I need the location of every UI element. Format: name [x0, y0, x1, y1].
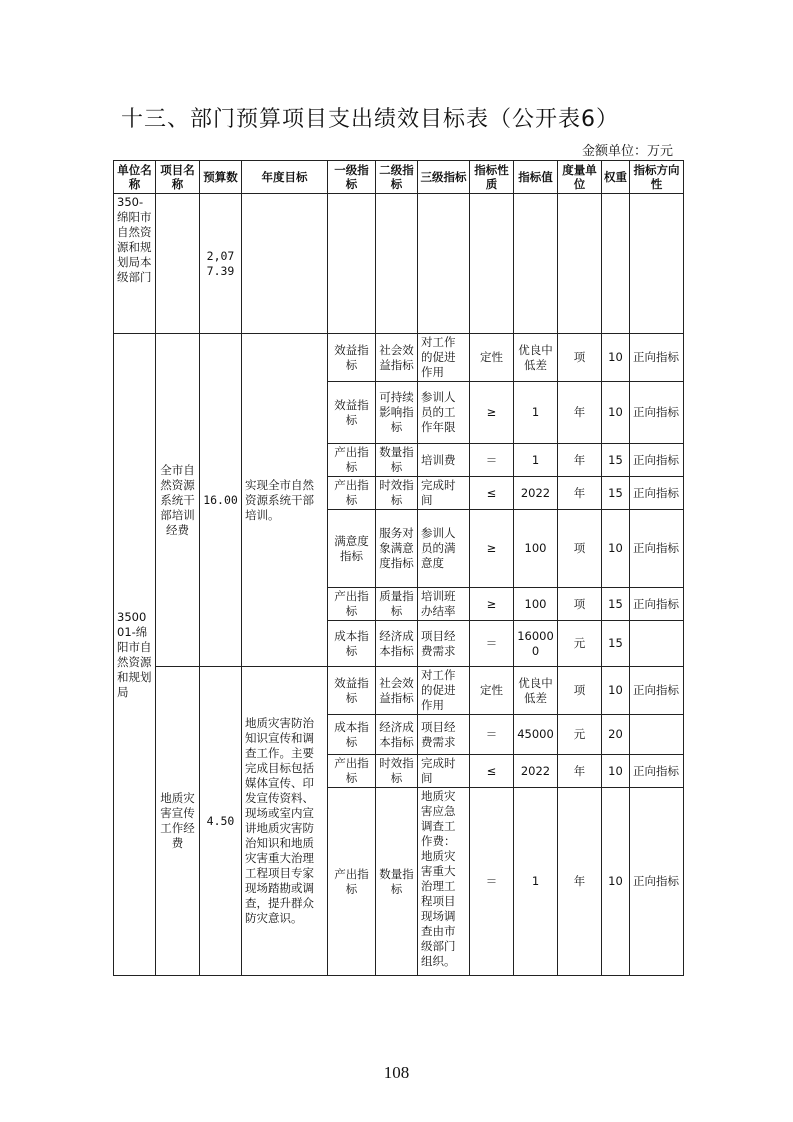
- measure-unit-cell: 年: [558, 382, 602, 444]
- indicator-value-cell: 1: [514, 444, 558, 477]
- weight-cell: 10: [602, 334, 630, 382]
- indicator-nature-cell: ≥: [470, 510, 514, 588]
- level1-indicator-cell: 产出指标: [328, 477, 376, 510]
- header-cell: 预算数: [200, 161, 242, 194]
- project-budget-cell: 4.50: [200, 667, 242, 976]
- unit-summary-row: [114, 194, 684, 334]
- weight-cell: 15: [602, 588, 630, 621]
- level2-indicator-cell: 数量指标: [376, 788, 418, 976]
- indicator-value-cell: 优良中低差: [514, 334, 558, 382]
- project-goal-cell: 实现全市自然资源系统干部培训。: [242, 334, 328, 667]
- weight-cell: 15: [602, 477, 630, 510]
- indicator-nature-cell: ≤: [470, 477, 514, 510]
- level1-indicator-cell: 产出指标: [328, 788, 376, 976]
- header-cell: 年度目标: [242, 161, 328, 194]
- measure-unit-cell: 年: [558, 755, 602, 788]
- level2-indicator-cell: 数量指标: [376, 444, 418, 477]
- measure-unit-cell: 项: [558, 667, 602, 715]
- header-cell: 项目名称: [156, 161, 200, 194]
- level2-indicator-cell: 服务对象满意度指标: [376, 510, 418, 588]
- level2-indicator-cell: 社会效益指标: [376, 667, 418, 715]
- level2-indicator-cell: 经济成本指标: [376, 715, 418, 755]
- empty-cell: [602, 194, 630, 334]
- indicator-value-cell: 2022: [514, 477, 558, 510]
- indicator-nature-cell: ＝: [470, 444, 514, 477]
- header-cell: 单位名称: [114, 161, 156, 194]
- level2-indicator-cell: 时效指标: [376, 755, 418, 788]
- header-cell: 度量单位: [558, 161, 602, 194]
- weight-cell: 10: [602, 510, 630, 588]
- empty-cell: [156, 194, 200, 334]
- indicator-value-cell: 100: [514, 510, 558, 588]
- level1-indicator-cell: 成本指标: [328, 621, 376, 667]
- org-name-cell: 350001-绵阳市自然资源和规划局: [114, 334, 156, 976]
- measure-unit-cell: 年: [558, 788, 602, 976]
- performance-table: [113, 160, 684, 976]
- indicator-nature-cell: ＝: [470, 621, 514, 667]
- level3-indicator-cell: 参训人员的满意度: [418, 510, 470, 588]
- level1-indicator-cell: 满意度指标: [328, 510, 376, 588]
- weight-cell: 10: [602, 382, 630, 444]
- empty-cell: [242, 194, 328, 334]
- level1-indicator-cell: 产出指标: [328, 588, 376, 621]
- project-name-cell: 全市自然资源系统干部培训经费: [156, 334, 200, 667]
- level3-indicator-cell: 培训费: [418, 444, 470, 477]
- level3-indicator-cell: 地质灾害应急调查工作费：地质灾害重大治理工程项目现场调查由市级部门组织。: [418, 788, 470, 976]
- project-goal-cell: 地质灾害防治知识宣传和调查工作。主要完成目标包括媒体宣传、印发宣传资料、现场或室内宣讲地质灾害防治知识和地质灾害重大治理工程项目专家现场踏勘或调查，提升群众防灾意识。: [242, 667, 328, 976]
- indicator-direction-cell: 正向指标: [630, 444, 684, 477]
- measure-unit-cell: 年: [558, 444, 602, 477]
- header-cell: 指标性质: [470, 161, 514, 194]
- empty-cell: [514, 194, 558, 334]
- measure-unit-cell: 项: [558, 334, 602, 382]
- indicator-direction-cell: 正向指标: [630, 382, 684, 444]
- table-row: [114, 667, 684, 715]
- level3-indicator-cell: 对工作的促进作用: [418, 667, 470, 715]
- header-row: [114, 161, 684, 194]
- level1-indicator-cell: 成本指标: [328, 715, 376, 755]
- page-number: 108: [383, 1063, 410, 1082]
- indicator-direction-cell: 正向指标: [630, 334, 684, 382]
- level1-indicator-cell: 效益指标: [328, 382, 376, 444]
- indicator-value-cell: 2022: [514, 755, 558, 788]
- indicator-nature-cell: ≤: [470, 755, 514, 788]
- level2-indicator-cell: 时效指标: [376, 477, 418, 510]
- indicator-direction-cell: 正向指标: [630, 667, 684, 715]
- header-cell: 权重: [602, 161, 630, 194]
- indicator-direction-cell: 正向指标: [630, 588, 684, 621]
- level1-indicator-cell: 效益指标: [328, 334, 376, 382]
- indicator-value-cell: 1: [514, 788, 558, 976]
- measure-unit-cell: 元: [558, 621, 602, 667]
- measure-unit-cell: 项: [558, 588, 602, 621]
- empty-cell: [376, 194, 418, 334]
- indicator-direction-cell: 正向指标: [630, 477, 684, 510]
- header-cell: 二级指标: [376, 161, 418, 194]
- header-cell: 三级指标: [418, 161, 470, 194]
- level3-indicator-cell: 完成时间: [418, 755, 470, 788]
- indicator-value-cell: 160000: [514, 621, 558, 667]
- level3-indicator-cell: 参训人员的工作年限: [418, 382, 470, 444]
- table-row: [114, 334, 684, 382]
- empty-cell: [470, 194, 514, 334]
- level2-indicator-cell: 质量指标: [376, 588, 418, 621]
- level1-indicator-cell: 效益指标: [328, 667, 376, 715]
- weight-cell: 15: [602, 444, 630, 477]
- indicator-direction-cell: 正向指标: [630, 788, 684, 976]
- empty-cell: [328, 194, 376, 334]
- indicator-nature-cell: ＝: [470, 788, 514, 976]
- indicator-nature-cell: 定性: [470, 334, 514, 382]
- indicator-direction-cell: 正向指标: [630, 510, 684, 588]
- level2-indicator-cell: 社会效益指标: [376, 334, 418, 382]
- empty-cell: [630, 194, 684, 334]
- project-name-cell: 地质灾害宣传工作经费: [156, 667, 200, 976]
- indicator-nature-cell: ≥: [470, 382, 514, 444]
- indicator-value-cell: 优良中低差: [514, 667, 558, 715]
- unit-name-cell: 350-绵阳市自然资源和规划局本级部门: [114, 194, 156, 334]
- indicator-direction-cell: [630, 621, 684, 667]
- level3-indicator-cell: 完成时间: [418, 477, 470, 510]
- measure-unit-cell: 项: [558, 510, 602, 588]
- level2-indicator-cell: 可持续影响指标: [376, 382, 418, 444]
- header-cell: 一级指标: [328, 161, 376, 194]
- weight-cell: 10: [602, 667, 630, 715]
- indicator-nature-cell: ≥: [470, 588, 514, 621]
- empty-cell: [418, 194, 470, 334]
- weight-cell: 10: [602, 755, 630, 788]
- indicator-nature-cell: 定性: [470, 667, 514, 715]
- level3-indicator-cell: 项目经费需求: [418, 621, 470, 667]
- header-cell: 指标方向性: [630, 161, 684, 194]
- indicator-direction-cell: 正向指标: [630, 755, 684, 788]
- header-cell: 指标值: [514, 161, 558, 194]
- level3-indicator-cell: 对工作的促进作用: [418, 334, 470, 382]
- level1-indicator-cell: 产出指标: [328, 755, 376, 788]
- indicator-value-cell: 1: [514, 382, 558, 444]
- level3-indicator-cell: 培训班办结率: [418, 588, 470, 621]
- project-budget-cell: 16.00: [200, 334, 242, 667]
- indicator-nature-cell: ＝: [470, 715, 514, 755]
- level2-indicator-cell: 经济成本指标: [376, 621, 418, 667]
- indicator-direction-cell: [630, 715, 684, 755]
- measure-unit-cell: 元: [558, 715, 602, 755]
- weight-cell: 10: [602, 788, 630, 976]
- weight-cell: 15: [602, 621, 630, 667]
- measure-unit-cell: 年: [558, 477, 602, 510]
- amount-unit-label: 金额单位：万元: [581, 144, 673, 159]
- unit-budget-cell: 2,077.39: [200, 194, 242, 334]
- empty-cell: [558, 194, 602, 334]
- indicator-value-cell: 100: [514, 588, 558, 621]
- level1-indicator-cell: 产出指标: [328, 444, 376, 477]
- weight-cell: 20: [602, 715, 630, 755]
- page-title: 十三、部门预算项目支出绩效目标表（公开表6）: [121, 107, 619, 132]
- indicator-value-cell: 45000: [514, 715, 558, 755]
- level3-indicator-cell: 项目经费需求: [418, 715, 470, 755]
